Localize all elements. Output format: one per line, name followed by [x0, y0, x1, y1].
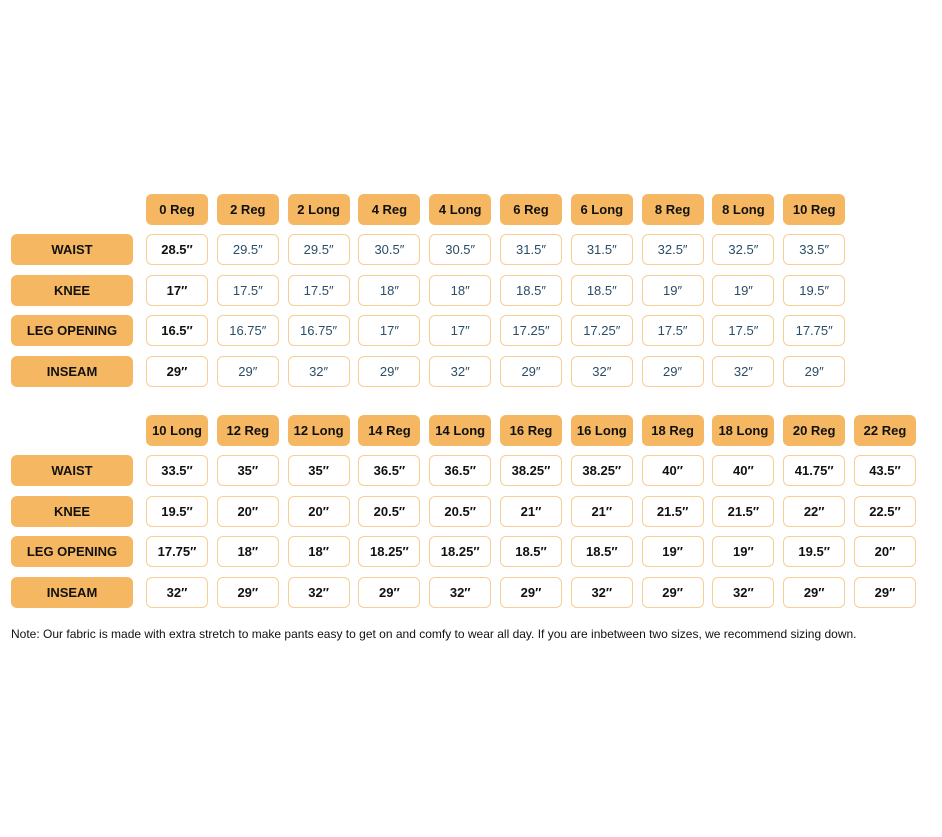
measurement-cell: 30.5″: [358, 234, 420, 265]
measurement-cell: 18.5″: [500, 275, 562, 306]
size-table-2: [11, 414, 925, 617]
measurement-cell: 18.5″: [500, 536, 562, 567]
measurement-cell: 29″: [783, 356, 845, 387]
measurement-cell: 32.5″: [712, 234, 774, 265]
size-header: 4 Reg: [358, 194, 420, 225]
measurement-label: WAIST: [11, 234, 133, 265]
measurement-cell: 29″: [783, 577, 845, 608]
measurement-cell: 18.5″: [571, 275, 633, 306]
measurement-cell: 32″: [288, 356, 350, 387]
measurement-row: [11, 576, 925, 608]
measurement-label: KNEE: [11, 496, 133, 527]
measurement-cell: 38.25″: [500, 455, 562, 486]
measurement-cell: 40″: [712, 455, 774, 486]
measurement-row: [11, 355, 854, 387]
measurement-cell: 18″: [288, 536, 350, 567]
measurement-cell: 29″: [642, 577, 704, 608]
measurement-cell: 21″: [571, 496, 633, 527]
measurement-cell: 21.5″: [642, 496, 704, 527]
measurement-cell: 19″: [642, 275, 704, 306]
size-header: 16 Reg: [500, 415, 562, 446]
measurement-cell: 31.5″: [571, 234, 633, 265]
size-header-row: [11, 193, 854, 225]
measurement-cell: 17.5″: [217, 275, 279, 306]
measurement-cell: 18″: [358, 275, 420, 306]
measurement-row: [11, 536, 925, 568]
measurement-cell: 19″: [712, 275, 774, 306]
size-header: 12 Long: [288, 415, 350, 446]
measurement-label: WAIST: [11, 455, 133, 486]
measurement-cell: 30.5″: [429, 234, 491, 265]
measurement-cell: 29″: [217, 577, 279, 608]
measurement-cell: 35″: [288, 455, 350, 486]
measurement-cell: 20.5″: [429, 496, 491, 527]
measurement-cell: 17″: [429, 315, 491, 346]
measurement-cell: 40″: [642, 455, 704, 486]
measurement-label: LEG OPENING: [11, 315, 133, 346]
measurement-cell: 18″: [217, 536, 279, 567]
measurement-cell: 31.5″: [500, 234, 562, 265]
measurement-cell: 17.75″: [146, 536, 208, 567]
size-header: 22 Reg: [854, 415, 916, 446]
measurement-cell: 18″: [429, 275, 491, 306]
measurement-cell: 17.25″: [500, 315, 562, 346]
size-table-1: [11, 193, 854, 396]
measurement-row: [11, 274, 854, 306]
size-header: 2 Long: [288, 194, 350, 225]
measurement-cell: 19.5″: [783, 275, 845, 306]
sizing-note: Note: Our fabric is made with extra stretch to make pants easy to get on and comfy to wear all day. If you are inbetween two sizes, we recommend sizing down.: [11, 627, 857, 641]
measurement-cell: 32″: [712, 356, 774, 387]
size-header: 14 Reg: [358, 415, 420, 446]
measurement-cell: 29″: [500, 356, 562, 387]
size-header: 18 Reg: [642, 415, 704, 446]
size-header: 10 Long: [146, 415, 208, 446]
measurement-cell: 36.5″: [358, 455, 420, 486]
measurement-cell: 16.5″: [146, 315, 208, 346]
measurement-cell: 33.5″: [146, 455, 208, 486]
measurement-cell: 33.5″: [783, 234, 845, 265]
measurement-label: INSEAM: [11, 356, 133, 387]
measurement-cell: 17.5″: [288, 275, 350, 306]
measurement-label: LEG OPENING: [11, 536, 133, 567]
measurement-row: [11, 495, 925, 527]
measurement-cell: 29.5″: [217, 234, 279, 265]
measurement-cell: 19.5″: [146, 496, 208, 527]
measurement-cell: 18.25″: [429, 536, 491, 567]
measurement-cell: 17″: [146, 275, 208, 306]
measurement-cell: 28.5″: [146, 234, 208, 265]
measurement-cell: 21″: [500, 496, 562, 527]
measurement-cell: 21.5″: [712, 496, 774, 527]
measurement-cell: 35″: [217, 455, 279, 486]
measurement-cell: 29″: [358, 356, 420, 387]
measurement-cell: 20″: [288, 496, 350, 527]
size-header: 4 Long: [429, 194, 491, 225]
measurement-cell: 32″: [429, 356, 491, 387]
measurement-cell: 32″: [288, 577, 350, 608]
measurement-cell: 32″: [571, 356, 633, 387]
measurement-cell: 41.75″: [783, 455, 845, 486]
measurement-label: INSEAM: [11, 577, 133, 608]
measurement-cell: 19.5″: [783, 536, 845, 567]
size-header: 8 Reg: [642, 194, 704, 225]
measurement-cell: 29″: [854, 577, 916, 608]
measurement-row: [11, 315, 854, 347]
size-header: 2 Reg: [217, 194, 279, 225]
measurement-cell: 29″: [642, 356, 704, 387]
measurement-cell: 32.5″: [642, 234, 704, 265]
size-header: 20 Reg: [783, 415, 845, 446]
measurement-cell: 36.5″: [429, 455, 491, 486]
size-header: 16 Long: [571, 415, 633, 446]
measurement-cell: 19″: [712, 536, 774, 567]
measurement-cell: 29″: [358, 577, 420, 608]
measurement-cell: 17.75″: [783, 315, 845, 346]
measurement-cell: 32″: [712, 577, 774, 608]
measurement-cell: 20″: [854, 536, 916, 567]
measurement-cell: 32″: [146, 577, 208, 608]
size-header: 18 Long: [712, 415, 774, 446]
measurement-cell: 17.25″: [571, 315, 633, 346]
size-header: 12 Reg: [217, 415, 279, 446]
measurement-cell: 29.5″: [288, 234, 350, 265]
measurement-cell: 43.5″: [854, 455, 916, 486]
measurement-cell: 19″: [642, 536, 704, 567]
measurement-cell: 18.5″: [571, 536, 633, 567]
measurement-cell: 17″: [358, 315, 420, 346]
measurement-cell: 20.5″: [358, 496, 420, 527]
measurement-cell: 29″: [217, 356, 279, 387]
size-header: 10 Reg: [783, 194, 845, 225]
measurement-label: KNEE: [11, 275, 133, 306]
measurement-cell: 29″: [500, 577, 562, 608]
size-header: 0 Reg: [146, 194, 208, 225]
measurement-cell: 20″: [217, 496, 279, 527]
measurement-cell: 38.25″: [571, 455, 633, 486]
measurement-cell: 32″: [571, 577, 633, 608]
measurement-cell: 18.25″: [358, 536, 420, 567]
measurement-cell: 17.5″: [642, 315, 704, 346]
measurement-cell: 29″: [146, 356, 208, 387]
measurement-row: [11, 455, 925, 487]
measurement-cell: 22.5″: [854, 496, 916, 527]
measurement-cell: 17.5″: [712, 315, 774, 346]
measurement-cell: 32″: [429, 577, 491, 608]
size-header: 14 Long: [429, 415, 491, 446]
measurement-cell: 22″: [783, 496, 845, 527]
size-header: 6 Reg: [500, 194, 562, 225]
size-header: 8 Long: [712, 194, 774, 225]
measurement-cell: 16.75″: [217, 315, 279, 346]
size-header: 6 Long: [571, 194, 633, 225]
size-header-row: [11, 414, 925, 446]
measurement-cell: 16.75″: [288, 315, 350, 346]
measurement-row: [11, 234, 854, 266]
